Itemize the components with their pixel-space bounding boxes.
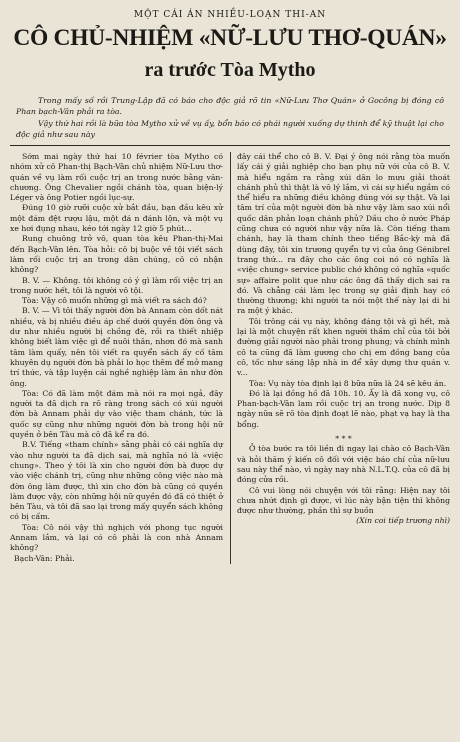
body-paragraph: Rung chuông trở vô, quan tòa kêu Phan-thị-Mai đến Bạch-Vân lên. Tòa hỏi: cô bị buộc về tội viết sách làm rối cuộc trị an trong dân chúng, cô có nhận không? [10,234,223,275]
column-divider [230,152,231,564]
left-column [10,152,223,564]
body-paragraph: Ở tòa bước ra tôi liền đi ngay lại chào cô Bạch-Vân và hỏi thăm ý kiến cô đối với việc báo chí của nữ-lưu sau này thể nào, vì ngày nay nhà N.L.T.Q. của cô đã bị đóng cửa rồi. [237,444,450,485]
body-paragraph: Đúng 10 giờ rưỡi cuộc xử bắt đầu, bạn đầu kêu xử một đám đệt rượu lậu, một đá n đánh lộn, và một vụ xe hơi đụng nhau, kéo tới ngày 12 giờ 5 phút... [10,203,223,234]
article-subhead: ra trước Tòa Mytho [144,59,316,81]
body-paragraph: Tòa: Cô nói vậy thì nghịch với phong tục người Annam lắm, và lại có cô phải là con nhà Annam không? [10,522,223,553]
article-kicker: MỘT CÁI ÁN NHIỀU-LOẠN THI-AN [133,10,327,20]
right-column [237,152,450,564]
article-lead [16,95,444,140]
body-paragraph: đây cái thể cho cô B. V. Đại ý ông nói rằng tòa muốn lấy cái ý giải nghiệp cho bạn phụ nữ với của cô B. V. mà hiểu ngầm ra rằng xúi dân lo mưu giải thoát chánh phủ thì thật là vô lý lắm, vì cái sự hiểu ngầm có thể hiểu ra những điều không đúng với sự thật. Và lại tâm trí của một người đờn bà như vậy làm sao xúi nổi quốc dân phản loạn chánh phủ? Dầu cho ở nước Pháp cũng chưa có người như vậy nữa là. Còn tiếng tham chánh, hay là tham chính theo tiếng Bắc-kỳ mà đã dùng đây, tôi xin trương quyển tự vị của ông Génibrel trang thứ... ra đây cho các ông coi nó có nghĩa là «việc chung» service public chớ không có nghĩa «quốc sự» affaire polit que như các ông đã thấy dịch sai ra đó. Và chẳng cái làm lẹc trong sự giải định hay có thường thương; khi người ta nói một thế này lại di hi ra một ý khác. [237,152,450,316]
body-paragraph: Tôi trông cái vụ này, không đáng tội và gì hết, mà lại là một chuyện rất khen người thầm chỉ của tôi bởi đường giải người nào phải trong phung; và chính mình cô ta cũng đã làm gương cho chị em đồng bang của cô, tốc như sáng lập nhà in để xây dựng thư quán v. v... [237,316,450,378]
lead-paragraph: Vậy thứ hai rồi là bữa tòa Mytho xử về vụ ấy, bổn báo có phái người xuống dự thinh để kỹ thuật lại cho độc giả như sau này [16,119,444,139]
body-paragraph: B. V. — Vì tôi thấy người đờn bà Annam còn dốt nát nhiều, và bị nhiều điều áp chế dưới quyền đờn ông và dư như nhiều người bị chồng đè, rồi ra thiết nhiệp không biết làm việc gì để nuôi thân, nhơn đó mà sanh tâm làm quấy, nên tôi viết ra quyển sách ấy cố tâm khuyên dụ người đờn bà phải lo học thêm để mở mang trí thức, và tập luyện cái nghề nghiệp làm ăn như đờn ông. [10,306,223,388]
body-paragraph: Cô vui lòng nói chuyện với tôi rằng: Hiện nay tôi chưa nhứt định gì được, vì lúc này bận tiện thì không được như thường, phần thì sự buồn [237,485,450,516]
body-paragraph: Bạch-Vân: Phải. [14,553,75,563]
body-paragraph: Tòa: Có đã làm một đám mà nói ra mọi ngả, đây người ta đã dịch ra rõ ràng trong sách có xúi người đờn bà Annam phải dự vào việc tham chánh, tức là quốc sự cũng như những người đờn bà trong hội nữ quyền ở bên Tàu mà cô đã kể ra đó. [10,388,223,440]
continued-note: (Xin coi tiếp trương nhì) [356,516,450,526]
body-paragraph: Tòa: Vụ này tòa định lại 8 bữa nữa là 24 sẽ kêu án. [249,378,447,388]
article-body [10,152,450,564]
body-paragraph: B. V. — Không. tôi không có ý gì làm rối việc trị an trong nước hết, tôi là người vô tội. [10,275,223,295]
body-paragraph: Tòa: Vậy cô muốn những gì mà viết ra sách đó? [22,296,207,306]
article-headline: CÔ CHỦ-NHIỆM «NỮ-LƯU THƠ-QUÁN» [13,25,447,51]
body-paragraph: B.V. Tiếng «tham chính» sằng phải có cái nghĩa dự vào như người ta đã dịch sai, mà nghĩa nó là «việc chung». Theo ý tôi là xin cho người đờn bà được dự vào việc chánh trị, cũng như những công việc nào mà đờn ông làm được, thì xin cho đờn bà cũng có quyền làm được vậy, còn những hội nữ quyền đó đã có thiệt ở bên Tàu, và tôi đã sao lại trong mấy quyển sách không có bị cấm. [10,440,223,522]
lead-divider [10,145,450,146]
body-paragraph: Đó là lại đồng hồ đã 10h. 10. Ấy là đã xong vụ, cô Phan-bạch-Vân lam rồi cuộc trị an trong nước. Dịp 8 ngày nữa sẽ rõ tòa định đoạt lẽ nào, phạt vạ hay là tha bổng. [237,388,450,429]
lead-paragraph: Trong mấy số rồi Trung-Lập đã có báo cho độc giả rõ tin «Nữ-Lưu Thơ Quán» ở Gocông bị đóng cô Phan bạch-Vân phải ra tòa. [16,96,444,116]
body-paragraph: Sớm mai ngày thứ hai 10 février tòa Mytho có nhóm xử cô Phan-thị Bạch-Vân chủ nhiệm Nữ-Lưu thơ-quán về vụ làm rối cuộc trị an trong nước bằng văn-chương. Ông Chevalier ngồi chánh tòa, quan biện-lý Léger và ông Potier ngồi lục-sự. [10,152,223,203]
section-separator: * * * [335,434,352,444]
